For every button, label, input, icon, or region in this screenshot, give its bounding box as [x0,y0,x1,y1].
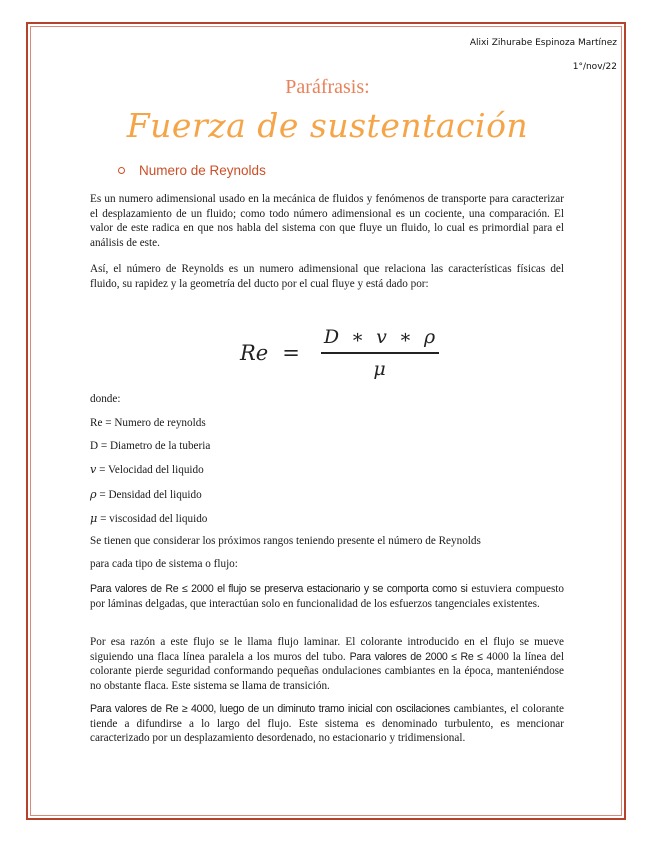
laminar-condition: Para valores de Re ≤ 2000 el flujo se preserva estacionario y se comporta como si [90,583,468,595]
definition-rho [90,488,202,501]
definition-v [90,463,204,476]
velocity-symbol: v [90,463,97,476]
ranges-intro-line2: para cada tipo de sistema o flujo: [90,558,238,570]
definition-d: D = Diametro de la tuberia [90,440,211,452]
paragraph-turbulent [90,702,564,746]
section-heading: Numero de Reynolds [139,163,266,178]
reynolds-formula [240,326,445,380]
circle-bullet-icon [118,167,125,174]
transition-intro: Por esa razón a este flujo se le llama flujo laminar. El colorante introducido en el flujo se mueve siguiendo una flaca línea paralela a los muros del tubo. [90,636,564,663]
density-text: = Densidad del liquido [96,489,202,501]
formula-equals: = [282,340,300,365]
formula-numerator: D ∗ v ∗ ρ [323,326,436,348]
definition-mu [90,512,207,525]
ranges-intro-line1: Se tienen que considerar los próximos rangos teniendo presente el número de Reynolds [90,535,481,547]
paragraph-transition [90,635,564,693]
formula-lhs: Re [240,340,269,365]
turbulent-text: cambiantes, el colorante tiende a difundirse a lo largo del flujo. Este sistema es denominado turbulento, es mencionar caracterizado por un desplazamiento desordenado, no estacionario y tridimensional. [90,703,565,745]
laminar-text: estuviera compuesto por láminas delgadas, que interactúan solo en funcionalidad de los esfuerzos tangenciales existentes. [90,583,564,610]
main-title: Fuerza de sustentación [126,106,529,145]
section-bullet [118,163,266,178]
paragraph-laminar [90,582,564,611]
subtitle-heading: Paráfrasis: [285,76,370,98]
turbulent-condition: Para valores de Re ≥ 4000, luego de un diminuto tramo inicial con oscilaciones [90,703,450,715]
velocity-text: = Velocidad del liquido [96,464,204,476]
paragraph-relation: Así, el número de Reynolds es un numero adimensional que relaciona las características físicas del fluido, su rapidez y la geometría del ducto por el cual fluye y está dado por: [90,263,564,290]
density-symbol: ρ [90,488,97,501]
transition-condition: Para valores de 2000 ≤ Re ≤ [349,650,483,663]
author-name: Alixi Zihurabe Espinoza Martínez [469,38,617,48]
viscosity-symbol: μ [90,512,98,525]
formula-denominator: μ [373,357,386,380]
paragraph-definition: Es un numero adimensional usado en la mecánica de fluidos y fenómenos de transporte para caracterizar el desplazamiento de un fluido; como todo número adimensional es un cociente, una comparación. El valor de este radica en que nos habla del sistema con que fluye un fluido, lo cual es primordial para el análisis de este. [90,193,564,249]
transition-text: 4000 la línea del colorante pierde seguridad conformando pequeñas ondulaciones cambiantes en la época, manteniéndose no obstante flaca. Este sistema se llama de transición. [90,650,565,692]
formula-fraction [314,326,445,380]
definition-re: Re = Numero de reynolds [90,417,206,429]
viscosity-text: = viscosidad del liquido [97,513,208,525]
definitions-intro: donde: [90,393,121,405]
document-date: 1°/nov/22 [572,62,617,72]
